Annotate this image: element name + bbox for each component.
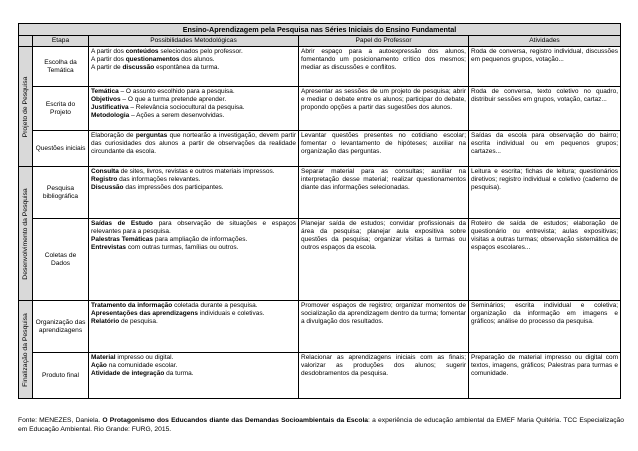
group-label-desenvolvimento: Desenvolvimento da Pesquisa — [21, 187, 29, 280]
group-label-finalizacao: Finalização da Pesquisa — [21, 312, 29, 387]
source-post: : a experiência de educação ambiental da EMEF Maria Quitéria. TCC Especialização em Educação Ambiental. Rio Grande: FURG, 2015. — [18, 417, 624, 433]
metodo-text: selecionados pelo professor. — [158, 48, 243, 55]
metodo-keyword: Palestras Temáticas — [91, 236, 154, 243]
metodo-line — [91, 370, 296, 378]
column-header-atividades: Atividades — [469, 36, 621, 47]
metodo-line — [91, 302, 296, 310]
metodo-text: – Ações a serem desenvolvidas. — [129, 112, 225, 119]
professor-cell: Apresentar as sessões de um projeto de pesquisa; abrir e mediar o debate entre os alunos; participar do debate, propondo opções a partir das sugestões dos alunos. — [299, 87, 469, 131]
etapa-cell: Produto final — [33, 353, 89, 399]
atividades-cell: Leitura e escrita; fichas de leitura; questionários diretivos; registro individual e coletivo (caderno de pesquisa). — [469, 167, 621, 219]
professor-cell: Planejar saída de estudos; convidar profissionais da área da pesquisa; planejar aula expositiva sobre questões da pesquisa; organizar visitas a turmas ou outros espaços da escola. — [299, 219, 469, 301]
metodo-text: das informações relevantes. — [117, 176, 201, 183]
atividades-cell: Saídas da escola para observação do bairro; escrita individual ou em pequenos grupos; cartazes... — [469, 131, 621, 167]
methodology-table — [18, 23, 621, 399]
metodo-line — [91, 318, 296, 326]
metodos-cell — [89, 47, 299, 87]
etapa-cell: Escrita do Projeto — [33, 87, 89, 131]
column-header-etapa: Etapa — [33, 36, 89, 47]
metodo-keyword: questionamentos — [125, 56, 180, 63]
table-row — [19, 353, 621, 399]
etapa-cell: Questões iniciais — [33, 131, 89, 167]
metodo-line — [91, 236, 296, 244]
metodo-line — [91, 56, 296, 64]
metodo-keyword: Saídas de Estudo — [91, 220, 153, 227]
table-row — [19, 219, 621, 301]
metodo-text: A partir dos — [91, 48, 126, 55]
metodo-keyword: Registro — [91, 176, 118, 183]
group-desenvolvimento — [19, 167, 33, 301]
metodo-line — [91, 168, 296, 176]
table-row — [19, 301, 621, 353]
metodo-text: de sites, livros, revistas e outros materiais impressos. — [118, 168, 275, 175]
etapa-cell: Organização das aprendizagens — [33, 301, 89, 353]
metodo-line — [91, 88, 296, 96]
metodo-line — [91, 112, 296, 120]
methodology-table-container — [18, 23, 620, 399]
metodo-text: individuais e coletivas. — [197, 310, 265, 317]
atividades-cell: Roda de conversa, texto coletivo no quadro, distribuir sessões em grupos, votação, cartaz... — [469, 87, 621, 131]
metodo-text: na comunidade escolar. — [106, 362, 178, 369]
professor-cell: Levantar questões presentes no cotidiano escolar; fomentar o levantamento de hipóteses; auxiliar na organização das perguntas. — [299, 131, 469, 167]
metodo-text: – Relevância sociocultural da pesquisa. — [128, 104, 245, 111]
column-header-metodologias: Possibilidades Metodológicas — [89, 36, 299, 47]
metodo-text: com outras turmas, famílias ou outros. — [126, 244, 239, 251]
source-pre: Fonte: MENEZES, Daniela. — [18, 417, 103, 424]
metodo-keyword: Temática — [91, 88, 119, 95]
metodo-line — [91, 176, 296, 184]
metodos-cell — [89, 301, 299, 353]
metodo-text: espontânea da turma. — [154, 64, 220, 71]
metodo-keyword: Atividade de integração — [91, 370, 165, 377]
atividades-cell: Seminários; escrita individual e coletiva; organização da informação em imagens e gráficos; análise do processo da pesquisa. — [469, 301, 621, 353]
etapa-cell: Escolha da Temática — [33, 47, 89, 87]
metodos-cell — [89, 167, 299, 219]
metodo-text: coletada durante a pesquisa. — [172, 302, 258, 309]
metodo-line — [91, 104, 296, 112]
metodo-text: A partir de — [91, 64, 123, 71]
metodo-text: A partir dos — [91, 56, 126, 63]
group-label-projeto: Projeto de Pesquisa — [21, 76, 29, 137]
metodo-keyword: discussão — [122, 64, 155, 71]
table-title: Ensino-Aprendizagem pela Pesquisa nas Séries Iniciais do Ensino Fundamental — [19, 24, 621, 36]
metodo-keyword: Material — [91, 354, 116, 361]
table-row — [19, 131, 621, 167]
metodo-keyword: Apresentações das aprendizagens — [91, 310, 198, 317]
metodo-keyword: Ação — [91, 362, 107, 369]
column-header-professor: Papel do Professor — [299, 36, 469, 47]
metodo-keyword: conteúdos — [125, 48, 159, 55]
metodo-text: de pesquisa. — [119, 318, 158, 325]
metodo-keyword: Relatório — [91, 318, 120, 325]
group-label-spacer — [19, 36, 33, 47]
professor-cell: Separar material para as consultas; auxiliar na interpretação desse material; realizar questionamentos diante das informações selecionadas. — [299, 167, 469, 219]
metodo-line — [91, 220, 296, 236]
metodos-cell — [89, 87, 299, 131]
metodo-keyword: Justificativa — [91, 104, 129, 111]
atividades-cell: Roteiro de saída de estudos; elaboração de questionário ou entrevista; aulas expositivas; visitas a outras turmas; observação sistemática de espaços escolares... — [469, 219, 621, 301]
metodo-line — [91, 362, 296, 370]
metodo-line — [91, 96, 296, 104]
metodos-cell — [89, 219, 299, 301]
metodo-keyword: Consulta — [91, 168, 119, 175]
metodo-keyword: Objetivos — [91, 96, 121, 103]
table-row — [19, 87, 621, 131]
metodo-text: – O assunto escolhido para a pesquisa. — [118, 88, 235, 95]
group-finalizacao — [19, 301, 33, 399]
table-row — [19, 47, 621, 87]
metodo-text: Elaboração de — [91, 132, 136, 139]
metodo-text: para observação de situações e espaços relevantes para a pesquisa. — [91, 220, 297, 235]
etapa-cell: Coletas de Dados — [33, 219, 89, 301]
metodo-line — [91, 48, 296, 56]
metodo-line — [91, 132, 296, 156]
metodo-line — [91, 354, 296, 362]
etapa-cell: Pesquisa bibliográfica — [33, 167, 89, 219]
metodo-keyword: Entrevistas — [91, 244, 127, 251]
source-citation — [18, 416, 624, 434]
group-projeto — [19, 47, 33, 167]
metodo-keyword: perguntas — [135, 132, 168, 139]
table-row — [19, 167, 621, 219]
professor-cell: Promover espaços de registro; organizar momentos de socialização da aprendizagem dentro da turma; fomentar a divulgação dos resultados. — [299, 301, 469, 353]
source-title: O Protagonismo dos Educandos diante das Demandas Socioambientais da Escola — [102, 417, 369, 424]
metodo-line — [91, 310, 296, 318]
metodo-line — [91, 184, 296, 192]
metodo-keyword: Discussão — [91, 184, 124, 191]
metodo-line — [91, 64, 296, 72]
atividades-cell: Roda de conversa, registro individual, discussões em pequenos grupos, votação... — [469, 47, 621, 87]
metodo-keyword: Tratamento da informação — [91, 302, 173, 309]
metodos-cell — [89, 131, 299, 167]
metodo-text: das impressões dos participantes. — [123, 184, 224, 191]
metodos-cell — [89, 353, 299, 399]
metodo-text: dos alunos. — [179, 56, 215, 63]
metodo-text: da turma. — [164, 370, 194, 377]
professor-cell: Relacionar as aprendizagens iniciais com as finais; valorizar as produções dos alunos; sugerir desdobramentos da pesquisa. — [299, 353, 469, 399]
metodo-line — [91, 244, 296, 252]
metodo-keyword: Metodologia — [91, 112, 130, 119]
metodo-text: para ampliação de informações. — [153, 236, 248, 243]
metodo-text: – O que a turma pretende aprender. — [120, 96, 227, 103]
metodo-text: impresso ou digital. — [115, 354, 174, 361]
metodo-text: que nortearão a investigação, devem partir das curiosidades dos alunos a partir de observações da realidade circundante da escola. — [91, 132, 296, 155]
professor-cell: Abrir espaço para a autoexpressão dos alunos, fomentando um posicionamento crítico dos mesmos; mediar as discussões e conflitos. — [299, 47, 469, 87]
atividades-cell: Preparação de material impresso ou digital com textos, imagens, gráficos; Palestras para turmas e comunidade. — [469, 353, 621, 399]
